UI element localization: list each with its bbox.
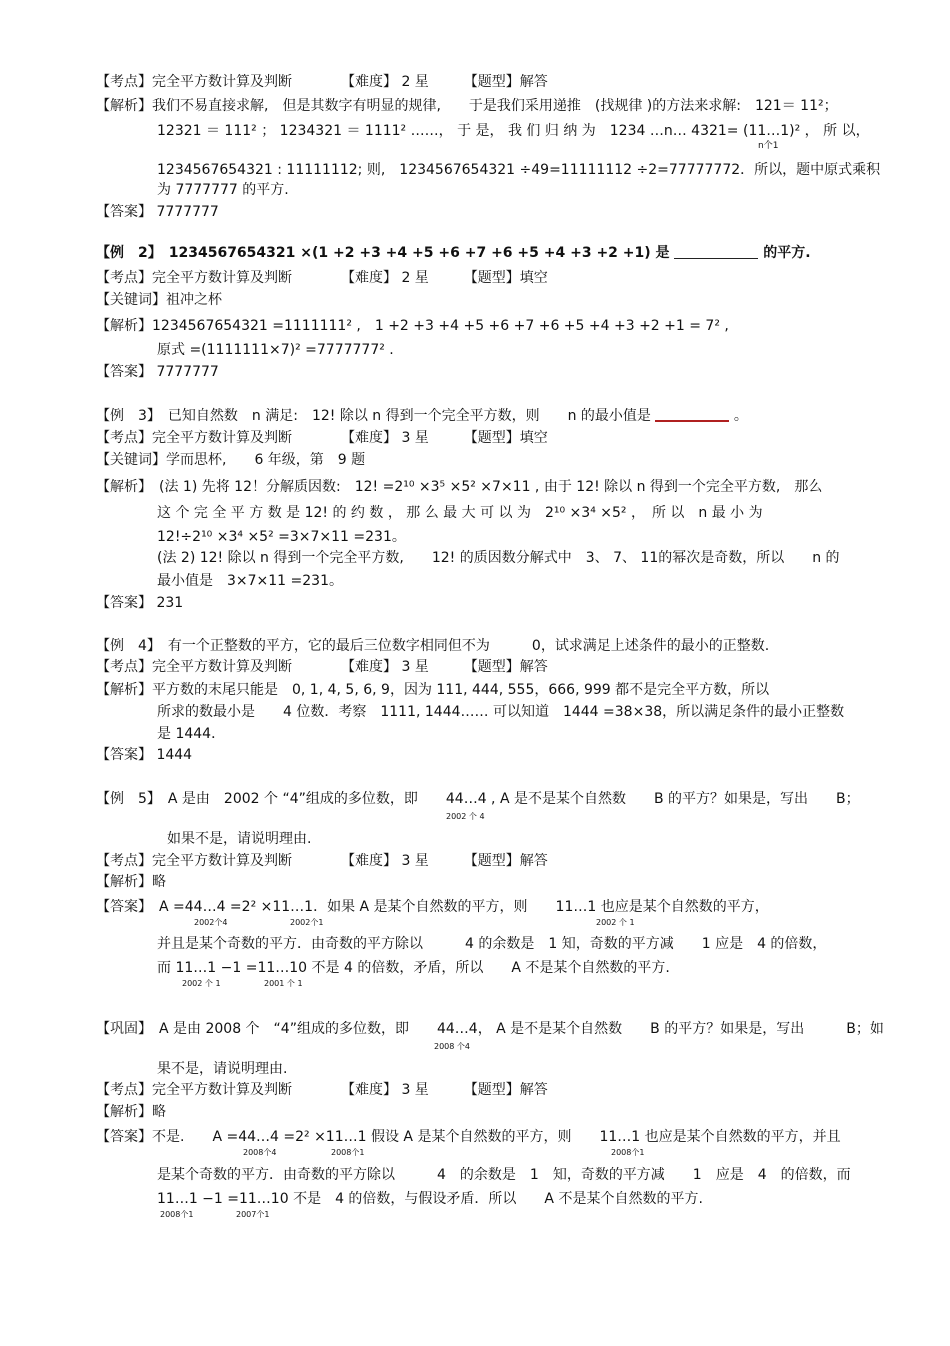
consolidation-title: 【巩固】 A 是由 2008 个 “4”组成的多位数，即 44…4， A 是不是某个自然数 B 的平方？如果是，写出 B；如 — [96, 1021, 884, 1037]
b6-sub-3: 2008个1 — [331, 1148, 365, 1157]
b1-analysis-1: 【解析】我们不易直接求解, 但是其数字有明显的规律, 于是我们采用递推 (找规律 )的方法来求解: 121＝ 11²； — [96, 98, 838, 114]
b2-answer: 【答案】 7777777 — [96, 364, 219, 380]
example-3-tail: 。 — [733, 408, 748, 424]
b3-analysis-5: 最小值是 3×7×11 =231。 — [157, 573, 343, 589]
b6-sub-6: 2007个1 — [236, 1210, 270, 1219]
b5-sub-4: 2002 个 1 — [596, 918, 635, 927]
example-4-title: 【例 4】 有一个正整数的平方，它的最后三位数字相同但不为 0，试求满足上述条件的最小的正整数. — [96, 638, 770, 654]
b1-analysis-4: 为 7777777 的平方. — [157, 182, 289, 198]
b5-answer-2: 并且是某个奇数的平方．由奇数的平方除以 4 的余数是 1 知，奇数的平方减 1 应是 4 的倍数， — [157, 936, 827, 952]
b1-answer: 【答案】 7777777 — [96, 204, 219, 220]
b3-answer: 【答案】 231 — [96, 595, 184, 611]
b2-meta: 【考点】完全平方数计算及判断 【难度】 2 星 【题型】填空 — [96, 270, 548, 286]
b6-sub-1: 2008 个4 — [434, 1042, 470, 1051]
b5-analysis: 【解析】略 — [96, 874, 166, 890]
b1-sub-label: n个1 — [758, 141, 779, 151]
example-3-question: 【例 3】 已知自然数 n 满足: 12! 除以 n 得到一个完全平方数，则 n 的最小值是 — [96, 408, 651, 424]
b6-q-cont: 果不是，请说明理由. — [157, 1061, 288, 1077]
answer-blank[interactable] — [674, 244, 758, 259]
b6-sub-5: 2008个1 — [160, 1210, 194, 1219]
b3-meta: 【考点】完全平方数计算及判断 【难度】 3 星 【题型】填空 — [96, 430, 548, 446]
b5-q-cont: 如果不是，请说明理由. — [167, 831, 312, 847]
b3-analysis-2: 这 个 完 全 平 方 数 是 12! 的 约 数 ， 那 么 最 大 可 以 为 2¹⁰ ×3⁴ ×5² ， 所 以 n 最 小 为 — [157, 505, 763, 521]
b2-keyword: 【关键词】祖冲之杯 — [96, 292, 222, 308]
example-2-question: 【例 2】 1234567654321 ×(1 +2 +3 +4 +5 +6 +7 +6 +5 +4 +3 +2 +1) 是 — [96, 245, 670, 261]
b6-answer-2: 是某个奇数的平方．由奇数的平方除以 4 的余数是 1 知，奇数的平方减 1 应是 4 的倍数，而 — [157, 1167, 851, 1183]
b5-sub-2: 2002个4 — [194, 918, 228, 927]
b3-analysis-1: 【解析】 (法 1) 先将 12！分解质因数: 12! =2¹⁰ ×3⁵ ×5² ×7×11 , 由于 12! 除以 n 得到一个完全平方数, 那么 — [96, 479, 823, 495]
b6-meta: 【考点】完全平方数计算及判断 【难度】 3 星 【题型】解答 — [96, 1082, 548, 1098]
b6-answer-1: 【答案】不是. A =44…4 =2² ×11…1 假设 A 是某个自然数的平方，则 11…1 也应是某个自然数的平方，并且 — [96, 1129, 841, 1145]
b6-sub-4: 2008个1 — [611, 1148, 645, 1157]
b6-sub-2: 2008个4 — [243, 1148, 277, 1157]
b5-sub-5: 2002 个 1 — [182, 979, 221, 988]
b5-answer-3: 而 11…1 −1 =11…10 不是 4 的倍数，矛盾，所以 A 不是某个自然数的平方. — [157, 960, 670, 976]
b3-keyword: 【关键词】学而思杯, 6 年级，第 9 题 — [96, 452, 366, 468]
example-5-title: 【例 5】 A 是由 2002 个 “4”组成的多位数，即 44…4 , A 是不是某个自然数 B 的平方？如果是，写出 B； — [96, 791, 860, 807]
example-3-title — [96, 406, 748, 426]
b4-analysis-2: 所求的数最小是 4 位数．考察 1111, 1444…… 可以知道 1444 =38×38，所以满足条件的最小正整数 — [157, 704, 845, 720]
answer-blank-red[interactable] — [655, 406, 729, 422]
b5-sub-1: 2002 个 4 — [446, 812, 485, 821]
b1-analysis-3: 1234567654321 : 11111112; 则, 1234567654321 ÷49=11111112 ÷2=77777772．所以，题中原式乘积 — [157, 162, 881, 178]
b5-sub-3: 2002个1 — [290, 918, 324, 927]
example-2-title — [96, 243, 811, 263]
b4-answer: 【答案】 1444 — [96, 747, 193, 763]
b3-analysis-3: 12!÷2¹⁰ ×3⁴ ×5² =3×7×11 =231。 — [157, 529, 406, 545]
b6-analysis: 【解析】略 — [96, 1104, 166, 1120]
b2-analysis-2: 原式 =(1111111×7)² =7777777² . — [157, 342, 394, 358]
b1-meta: 【考点】完全平方数计算及判断 【难度】 2 星 【题型】解答 — [96, 74, 548, 90]
b2-analysis-1: 【解析】1234567654321 =1111111² , 1 +2 +3 +4 +5 +6 +7 +6 +5 +4 +3 +2 +1 = 7² , — [96, 318, 729, 334]
example-2-tail: 的平方. — [763, 245, 811, 261]
b5-answer-1: 【答案】 A =44…4 =2² ×11…1．如果 A 是某个自然数的平方，则 11…1 也应是某个自然数的平方， — [96, 899, 769, 915]
b3-analysis-4: (法 2) 12! 除以 n 得到一个完全平方数, 12! 的质因数分解式中 3、 7、 11的幂次是奇数，所以 n 的 — [157, 550, 840, 566]
b1-analysis-2: 12321 ＝ 111² ； 1234321 ＝ 1111² ……， 于 是， 我 们 归 纳 为 1234 …n… 4321= (11…1)² ， 所 以， — [157, 123, 870, 139]
b6-answer-3: 11…1 −1 =11…10 不是 4 的倍数，与假设矛盾．所以 A 不是某个自然数的平方. — [157, 1191, 703, 1207]
b5-sub-6: 2001 个 1 — [264, 979, 303, 988]
b4-analysis-3: 是 1444． — [157, 726, 226, 742]
b5-meta: 【考点】完全平方数计算及判断 【难度】 3 星 【题型】解答 — [96, 853, 548, 869]
b4-analysis-1: 【解析】平方数的末尾只能是 0, 1, 4, 5, 6, 9，因为 111, 444, 555，666, 999 都不是完全平方数，所以 — [96, 682, 770, 698]
b4-meta: 【考点】完全平方数计算及判断 【难度】 3 星 【题型】解答 — [96, 659, 548, 675]
